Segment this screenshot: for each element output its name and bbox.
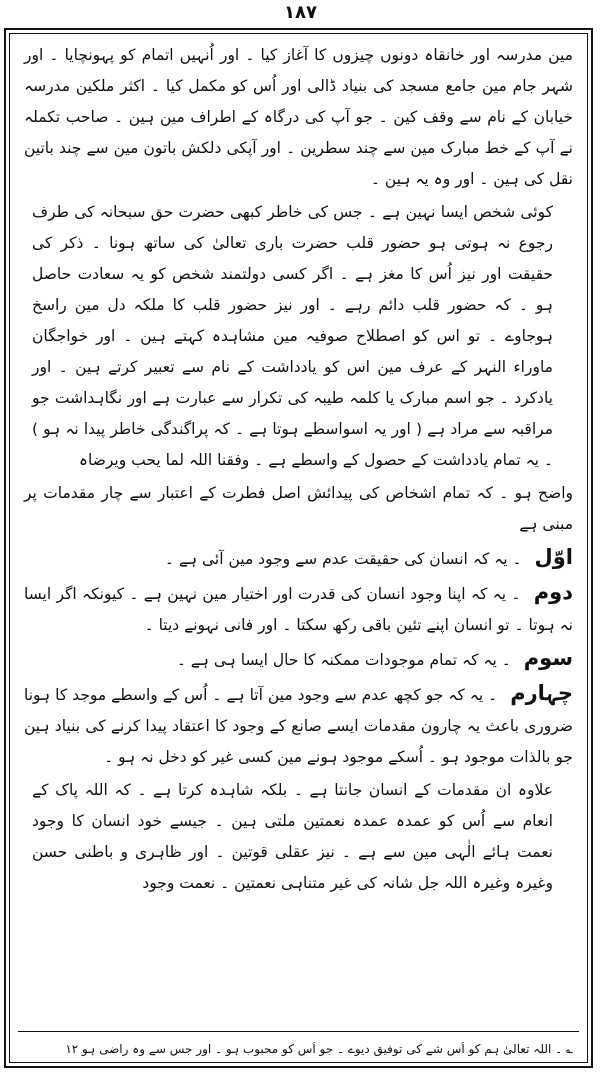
- page-frame-inner: [9, 33, 588, 1063]
- footnote-divider: [18, 1031, 579, 1032]
- premise-third-label: سوم: [523, 646, 573, 670]
- premise-first-text: ۔ یہ کہ انسان کی حقیقت عدم سے وجود مین آئی ہے ۔: [164, 550, 522, 568]
- footnote: ؎ ۔ اللہ تعالیٰ ہم کو اُس شے کی توفیق دیوے ۔ جو اُس کو محبوب ہو ۔ اور جس سے وہ راضی ہو ۱۲: [65, 1042, 573, 1056]
- paragraph-blessings: علاوہ ان مقدمات کے انسان جانتا ہے ۔ بلکہ شاہدہ کرتا ہے ۔ کہ اللہ پاک کے انعام سے اُس کو عمدہ عمدہ نعمتین ملتی ہین ۔ جیسے خود انسان کا وجود نعمت ہائے الٰہی مین سے ہے ۔ نیز عقلی قوتین ۔ اور ظاہری و باطنی حسن وغیرہ وغیرہ اللہ جل شانہ کی غیر متناہی نعمتین ۔ نعمت وجود: [32, 781, 553, 892]
- premise-second-text: ۔ یہ کہ اپنا وجود انسان کی قدرت اور اختیار مین نہین ہے ۔ کیونکہ اگر ایسا نہ ہوتا ۔ تو انسان اپنے تئین باقی رکھ سکتا ۔ اور فانی نہونے دیتا ۔: [24, 585, 573, 634]
- paragraph-intro: مین مدرسہ اور خانقاہ دونوں چیزوں کا آغاز کیا ۔ اور اُنہیں اتمام کو پہونچایا ۔ اور شہر جام مین جامع مسجد کی بنیاد ڈالی اور اُس کو مکمل کیا ۔ اکثر ملکین مدرسہ خیابان کے نام سے وقف کین ۔ جو آپ کی درگاہ کے اطراف مین ہین ۔ صاحب تکملہ نے آپ کے خط مبارک مین سے چند سطرین ۔ اور آپکی دلکش باتون مین سے چند باتین نقل کی ہین ۔ اور وہ یہ ہین ۔: [24, 46, 573, 188]
- page-number: ۱۸۷: [284, 2, 317, 23]
- paragraph-quote: کوئی شخص ایسا نہین ہے ۔ جس کی خاطر کبھی حضرت حق سبحانہ کی طرف رجوع نہ ہوتی ہو حضور قلب حضرت باری تعالیٰ کی ساتھ ہونا ۔ ذکر کی حقیقت اور نیز اُس کا مغز ہے ۔ اگر کسی دولتمند شخص کو یہ سعادت حاصل ہو ۔ کہ حضور قلب دائم رہے ۔ اور نیز حضور قلب کا ملکہ دل مین راسخ ہوجاوے ۔ تو اس کو اصطلاح صوفیہ مین مشاہدہ کہتے ہین ۔ اور خواجگان ماوراء النہر کے عرف مین اس کو یادداشت کے نام سے تعبیر کرتے ہین ۔ اور یادکرد ۔ جو اسم مبارک یا کلمہ طیبہ کی تکرار سے عبارت ہے اور نگاہداشت جو مراقبہ سے مراد ہے ( اور یہ اسواسطے ہوتا ہے ۔ کہ پراگندگی خاطر پیدا نہ ہو ) ۔ یہ تمام یادداشت کے حصول کے واسطے ہے ۔ وفقنا اللہ لما یحب ویرضاہ: [32, 203, 553, 469]
- page-frame: [4, 28, 593, 1068]
- paragraph-premises-intro: واضح ہو ۔ کہ تمام اشخاص کی پیدائش اصل فطرت کے اعتبار سے چار مقدمات پر مبنی ہے: [24, 484, 573, 533]
- premise-third: [24, 643, 573, 676]
- premise-first-label: اوّل: [534, 545, 573, 569]
- premise-fourth: [24, 678, 573, 773]
- premise-third-text: ۔ یہ کہ تمام موجودات ممکنہ کا حال ایسا ہی ہے ۔: [176, 651, 511, 669]
- premise-fourth-text: ۔ یہ کہ جو کچھ عدم سے وجود مین آتا ہے ۔ اُس کے واسطے موجد کا ہونا ضروری باعث یہ چارون مقدمات ایسے صانع کے وجود کا اعتقاد پیدا کرنے کی بنیاد ہین جو بالذات موجود ہو ۔ اُسکے موجود ہونے مین کسی غیر کو دخل نہ ہو ۔: [24, 686, 573, 766]
- premise-second-label: دوم: [533, 580, 573, 604]
- body-text: [10, 34, 587, 899]
- premise-fourth-label: چہارم: [510, 681, 573, 705]
- premise-second: [24, 577, 573, 641]
- premise-first: [24, 542, 573, 575]
